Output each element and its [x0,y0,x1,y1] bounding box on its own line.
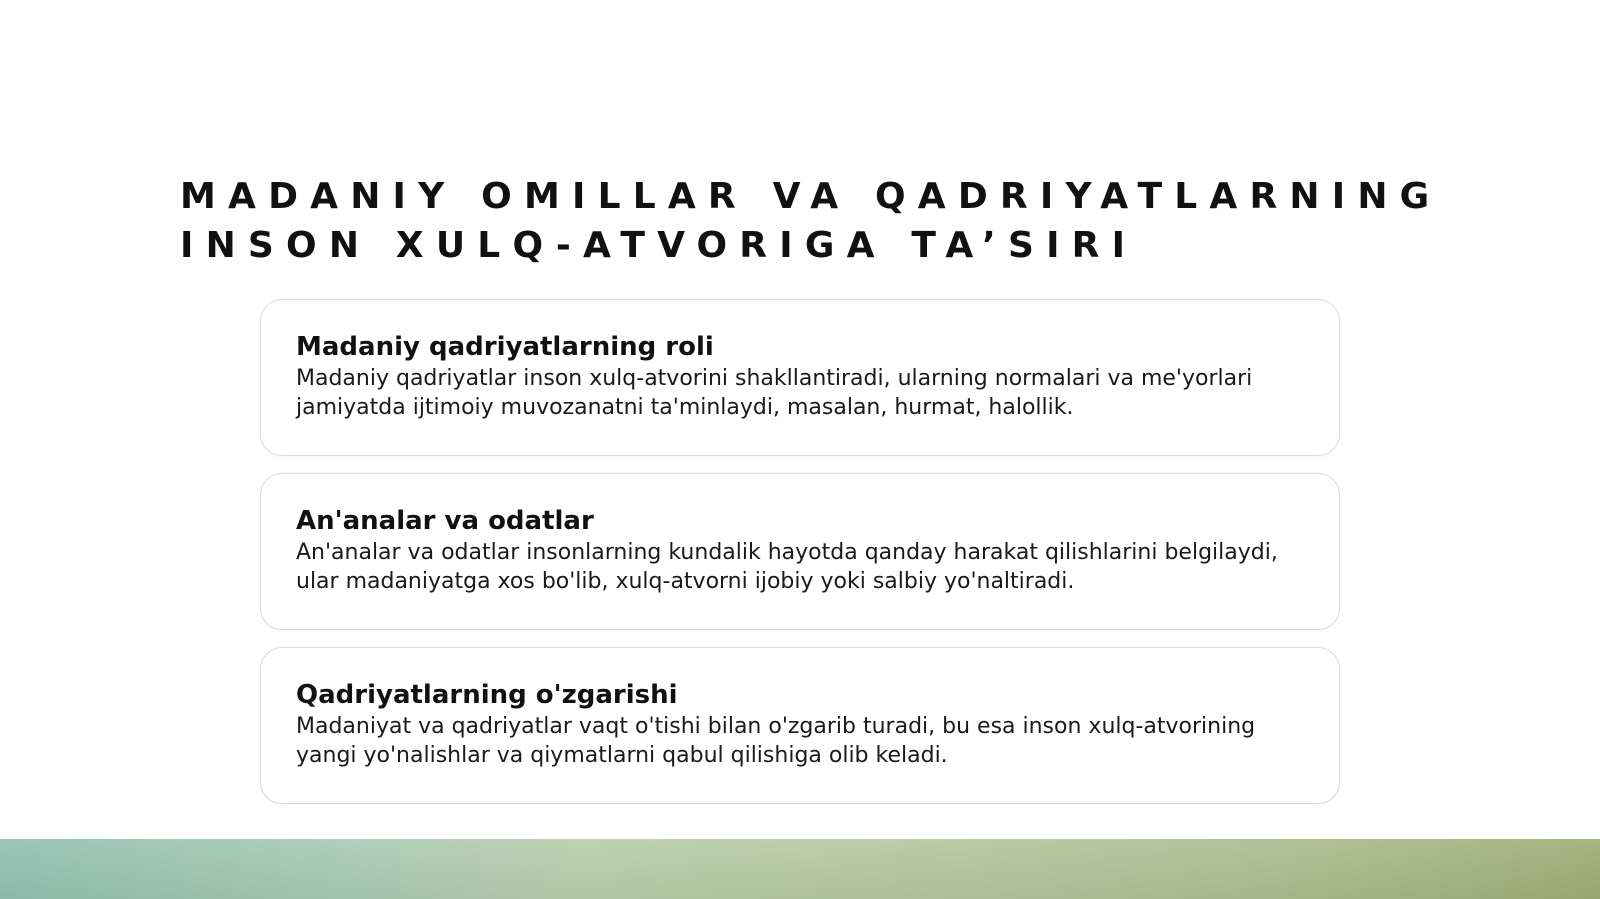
card-description-line: yangi yo'nalishlar va qiymatlarni qabul qilishiga olib keladi. [296,743,948,768]
content-cards [260,299,1340,821]
decorative-footer-band [0,839,1600,899]
card-values-change [260,647,1340,804]
card-description [296,712,1305,770]
card-heading: Madaniy qadriyatlarning roli [296,332,714,362]
card-description-line: Madaniy qadriyatlar inson xulq-atvorini shakllantiradi, ularning normalari va me'yorlari [296,366,1253,391]
card-heading: An'analar va odatlar [296,506,594,536]
card-cultural-values-role [260,299,1340,456]
card-description [296,538,1305,596]
slide-title-line-2: INSON XULQ-ATVORIGA TA’SIRI [180,225,1138,266]
card-description-line: An'analar va odatlar insonlarning kundalik hayotda qanday harakat qilishlarini belgilaydi, [296,540,1278,565]
slide-title-line-1: MADANIY OMILLAR VA QADRIYATLARNING [180,176,1442,217]
card-description-line: Madaniyat va qadriyatlar vaqt o'tishi bilan o'zgarib turadi, bu esa inson xulq-atvorining [296,714,1256,739]
card-description-line: ular madaniyatga xos bo'lib, xulq-atvorni ijobiy yoki salbiy yo'naltiradi. [296,569,1075,594]
card-heading: Qadriyatlarning o'zgarishi [296,680,678,710]
card-traditions-customs [260,473,1340,630]
slide-title [180,172,1520,270]
card-description-line: jamiyatda ijtimoiy muvozanatni ta'minlaydi, masalan, hurmat, halollik. [296,395,1074,420]
card-description [296,364,1305,422]
